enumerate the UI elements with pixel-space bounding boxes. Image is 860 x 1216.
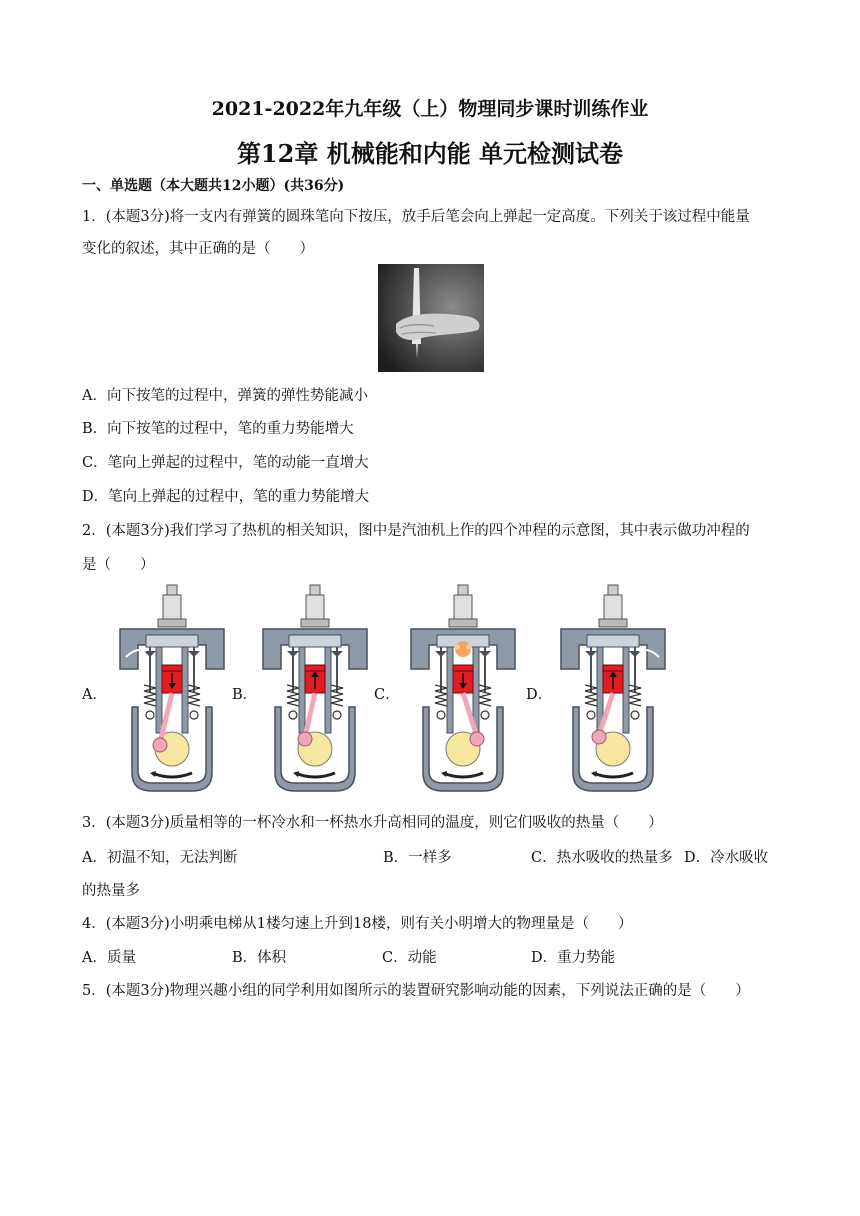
engine-c-diagram bbox=[411, 585, 515, 791]
q1-stem-line2: 变化的叙述，其中正确的是（ ） bbox=[82, 241, 314, 257]
chapter-title: 第12章 机械能和内能 单元检测试卷 bbox=[236, 139, 624, 168]
q2-stem-line1: 2．(本题3分)我们学习了热机的相关知识，图中是汽油机上作的四个冲程的示意图，其中表示做功冲程的 bbox=[82, 523, 750, 539]
q2-label-a: A． bbox=[82, 687, 107, 703]
q2-stem-line2: 是（ ） bbox=[82, 557, 155, 573]
q4-option-d: D．重力势能 bbox=[531, 950, 616, 966]
q1-option-b: B．向下按笔的过程中，笔的重力势能增大 bbox=[82, 421, 354, 437]
q3-option-a: A．初温不知，无法判断 bbox=[82, 850, 238, 866]
q4-option-b: B．体积 bbox=[232, 950, 287, 966]
q3-stem: 3．(本题3分)质量相等的一杯冷水和一杯热水升高相同的温度，则它们吸收的热量（ ） bbox=[82, 815, 663, 831]
engine-a-diagram bbox=[120, 585, 224, 791]
engine-d-diagram bbox=[561, 585, 665, 791]
q4-stem: 4．(本题3分)小明乘电梯从1楼匀速上升到18楼，则有关小明增大的物理量是（ ） bbox=[82, 916, 633, 932]
q2-label-b: B． bbox=[232, 687, 258, 703]
section-heading: 一、单选题（本大题共12小题）(共36分) bbox=[82, 178, 345, 194]
document-title: 2021-2022年九年级（上）物理同步课时训练作业 bbox=[211, 98, 649, 120]
q1-stem-line1: 1．(本题3分)将一支内有弹簧的圆珠笔向下按压，放手后笔会向上弹起一定高度。下列关于该过程中能量 bbox=[82, 209, 750, 225]
q4-option-a: A．质量 bbox=[82, 950, 136, 966]
q3-option-d: D．冷水吸收 bbox=[684, 850, 769, 866]
q5-stem: 5．(本题3分)物理兴趣小组的同学利用如图所示的装置研究影响动能的因素，下列说法正确的是（ ） bbox=[82, 983, 750, 999]
q3-option-c: C．热水吸收的热量多 bbox=[531, 850, 673, 866]
q1-option-d: D．笔向上弹起的过程中，笔的重力势能增大 bbox=[82, 489, 370, 505]
q3-option-d-continued: 的热量多 bbox=[82, 883, 140, 899]
q2-label-c: C． bbox=[374, 687, 400, 703]
q2-label-d: D． bbox=[526, 687, 553, 703]
q1-option-a: A．向下按笔的过程中，弹簧的弹性势能减小 bbox=[82, 388, 368, 404]
q1-option-c: C．笔向上弹起的过程中，笔的动能一直增大 bbox=[82, 455, 369, 471]
pen-press-photo bbox=[378, 264, 484, 372]
engine-b-diagram bbox=[263, 585, 367, 791]
q3-option-b: B．一样多 bbox=[383, 850, 452, 866]
q4-option-c: C．动能 bbox=[382, 950, 437, 966]
